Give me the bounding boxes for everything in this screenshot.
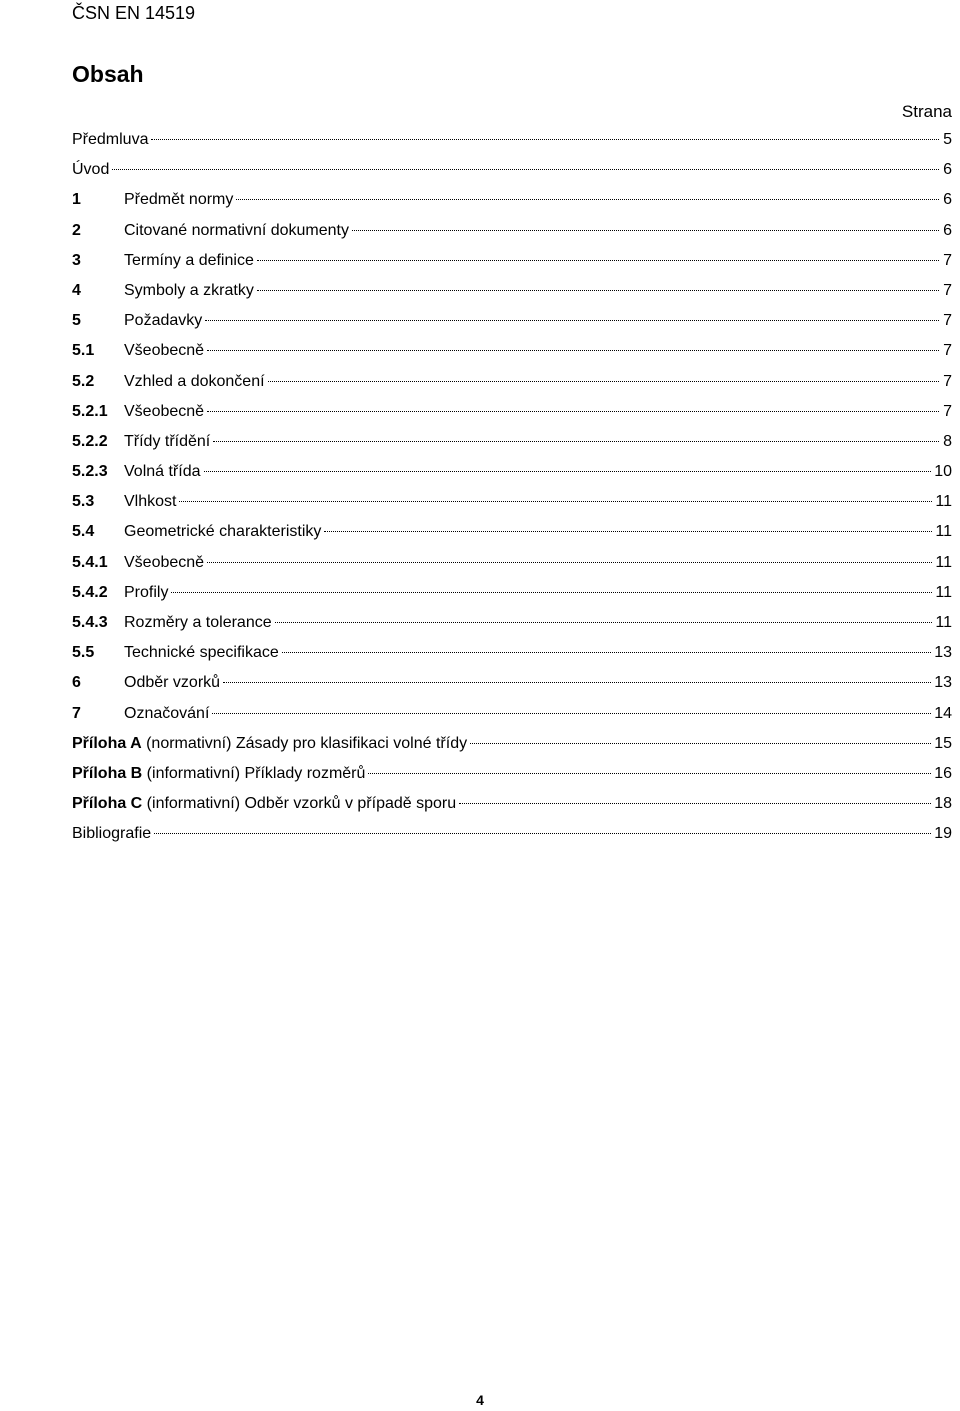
toc-entry-number: 5.2.1 xyxy=(72,402,108,420)
dot-leader xyxy=(257,289,939,291)
toc-entry-title: Bibliografie xyxy=(72,825,152,843)
toc-entry-title: Geometrické charakteristiky xyxy=(124,523,322,541)
page-number: 4 xyxy=(476,1392,484,1408)
toc-entry-title: Termíny a definice xyxy=(124,251,254,269)
toc-entry-number: 5.3 xyxy=(72,493,95,511)
toc-entry-annex[interactable] xyxy=(72,734,952,764)
toc-entry-page: 7 xyxy=(943,402,952,420)
toc-entry-title: Vlhkost xyxy=(124,493,177,511)
toc-entry-title: Odběr vzorků xyxy=(124,674,221,692)
toc-entry-title: Volná třída xyxy=(124,463,201,481)
toc-entry[interactable] xyxy=(72,341,952,371)
toc-entry-number: 5 xyxy=(72,312,81,330)
toc-entry[interactable] xyxy=(72,281,952,311)
toc-entry[interactable] xyxy=(72,402,952,432)
toc-entry[interactable] xyxy=(72,583,952,613)
toc-entry[interactable] xyxy=(72,553,952,583)
toc-entry-number: 7 xyxy=(72,704,81,722)
toc-entry-title: Třídy třídění xyxy=(124,432,211,450)
toc-entry[interactable] xyxy=(72,130,952,160)
toc-entry-number: 5.2 xyxy=(72,372,95,390)
toc-entry-number: 5.4.2 xyxy=(72,583,108,601)
toc-entry-annex[interactable] xyxy=(72,764,952,794)
dot-leader xyxy=(171,591,932,593)
toc-entry-annex[interactable] xyxy=(72,794,952,824)
toc-entry-page: 11 xyxy=(935,583,952,601)
toc-entry[interactable] xyxy=(72,613,952,643)
toc-entry-page: 7 xyxy=(943,281,952,299)
toc-entry[interactable] xyxy=(72,221,952,251)
toc-entry[interactable] xyxy=(72,643,952,673)
toc-entry-page: 14 xyxy=(934,704,952,722)
toc-entry-title xyxy=(72,794,456,814)
dot-leader xyxy=(268,380,939,382)
toc-entry-page: 11 xyxy=(935,614,952,631)
annex-title: (informativní) Příklady rozměrů xyxy=(142,764,366,782)
annex-label: Příloha C xyxy=(72,795,143,813)
toc-entry-page: 18 xyxy=(934,795,952,813)
toc-entry-page: 11 xyxy=(935,493,952,511)
toc-entry[interactable] xyxy=(72,190,952,220)
toc-entry[interactable] xyxy=(72,251,952,281)
dot-leader xyxy=(223,681,931,683)
toc-entry[interactable] xyxy=(72,673,952,703)
toc-entry-title: Úvod xyxy=(72,161,110,179)
toc-entry[interactable] xyxy=(72,824,952,854)
toc-entry-number: 1 xyxy=(72,191,81,209)
toc-entry-title: Profily xyxy=(124,583,169,601)
toc-entry-page: 7 xyxy=(943,342,952,360)
dot-leader xyxy=(207,349,939,351)
toc-entry-page: 7 xyxy=(943,251,952,269)
toc-list xyxy=(72,130,952,855)
toc-entry[interactable] xyxy=(72,311,952,341)
toc-entry-page: 13 xyxy=(934,644,952,662)
toc-entry-title: Požadavky xyxy=(124,312,203,330)
toc-entry-number: 6 xyxy=(72,674,81,692)
toc-entry-page: 10 xyxy=(934,463,952,481)
toc-entry-page: 7 xyxy=(943,372,952,390)
dot-leader xyxy=(275,621,933,623)
document-header: ČSN EN 14519 xyxy=(72,3,196,23)
page-column-label: Strana xyxy=(901,102,952,121)
dot-leader xyxy=(324,530,932,532)
dot-leader xyxy=(179,500,932,502)
toc-entry-title: Všeobecně xyxy=(124,553,205,571)
dot-leader xyxy=(236,198,939,200)
toc-entry-number: 5.4 xyxy=(72,523,95,541)
toc-entry-title: Technické specifikace xyxy=(124,644,279,662)
dot-leader xyxy=(470,742,931,744)
dot-leader xyxy=(282,651,931,653)
toc-entry[interactable] xyxy=(72,160,952,190)
toc-entry-title: Všeobecně xyxy=(124,342,205,360)
dot-leader xyxy=(151,138,939,140)
toc-entry-title xyxy=(72,764,365,784)
dot-leader xyxy=(205,319,939,321)
toc-entry-page: 15 xyxy=(934,734,952,752)
toc-entry-page: 7 xyxy=(943,312,952,330)
toc-title: Obsah xyxy=(72,61,144,87)
dot-leader xyxy=(204,470,932,472)
toc-entry-title: Vzhled a dokončení xyxy=(124,372,265,390)
toc-entry-page: 13 xyxy=(934,674,952,692)
dot-leader xyxy=(207,561,932,563)
dot-leader xyxy=(257,259,939,261)
toc-entry[interactable] xyxy=(72,704,952,734)
toc-entry-number: 2 xyxy=(72,221,81,239)
toc-entry-number: 5.2.2 xyxy=(72,432,108,450)
toc-entry-page: 5 xyxy=(943,131,952,148)
toc-entry-number: 4 xyxy=(72,281,81,299)
toc-entry[interactable] xyxy=(72,372,952,402)
dot-leader xyxy=(112,168,939,170)
toc-entry-page: 19 xyxy=(934,825,952,843)
dot-leader xyxy=(207,410,939,412)
dot-leader xyxy=(213,440,939,442)
dot-leader xyxy=(212,712,931,714)
toc-entry-number: 5.2.3 xyxy=(72,463,108,481)
annex-label: Příloha B xyxy=(72,764,143,782)
toc-entry-title: Všeobecně xyxy=(124,402,205,420)
toc-entry-number: 3 xyxy=(72,251,81,269)
dot-leader xyxy=(459,802,931,804)
toc-entry-page: 6 xyxy=(943,161,952,179)
dot-leader xyxy=(368,772,931,774)
toc-entry-number: 5.1 xyxy=(72,342,95,360)
toc-entry-title: Předmluva xyxy=(72,131,149,148)
toc-entry-title: Označování xyxy=(124,704,210,722)
toc-entry-page: 11 xyxy=(935,553,952,571)
toc-entry-page: 6 xyxy=(943,191,952,209)
dot-leader xyxy=(154,832,931,834)
toc-entry[interactable] xyxy=(72,432,952,462)
toc-entry[interactable] xyxy=(72,492,952,522)
toc-entry-page: 11 xyxy=(935,523,952,541)
annex-title: (informativní) Odběr vzorků v případě sporu xyxy=(142,795,457,813)
toc-entry-number: 5.4.1 xyxy=(72,553,108,571)
toc-entry[interactable] xyxy=(72,522,952,552)
toc-entry[interactable] xyxy=(72,462,952,492)
toc-entry-title: Symboly a zkratky xyxy=(124,281,254,299)
annex-title: (normativní) Zásady pro klasifikaci volné třídy xyxy=(141,734,468,752)
toc-entry-page: 8 xyxy=(943,432,952,450)
toc-entry-number: 5.5 xyxy=(72,644,95,662)
annex-label: Příloha A xyxy=(72,734,142,752)
toc-entry-page: 6 xyxy=(943,221,952,239)
toc-entry-title xyxy=(72,734,467,754)
toc-entry-title: Předmět normy xyxy=(124,191,234,209)
dot-leader xyxy=(352,229,939,231)
toc-entry-title: Rozměry a tolerance xyxy=(124,614,272,631)
toc-entry-page: 16 xyxy=(934,764,952,782)
toc-entry-title: Citované normativní dokumenty xyxy=(124,221,349,239)
toc-entry-number: 5.4.3 xyxy=(72,614,108,631)
